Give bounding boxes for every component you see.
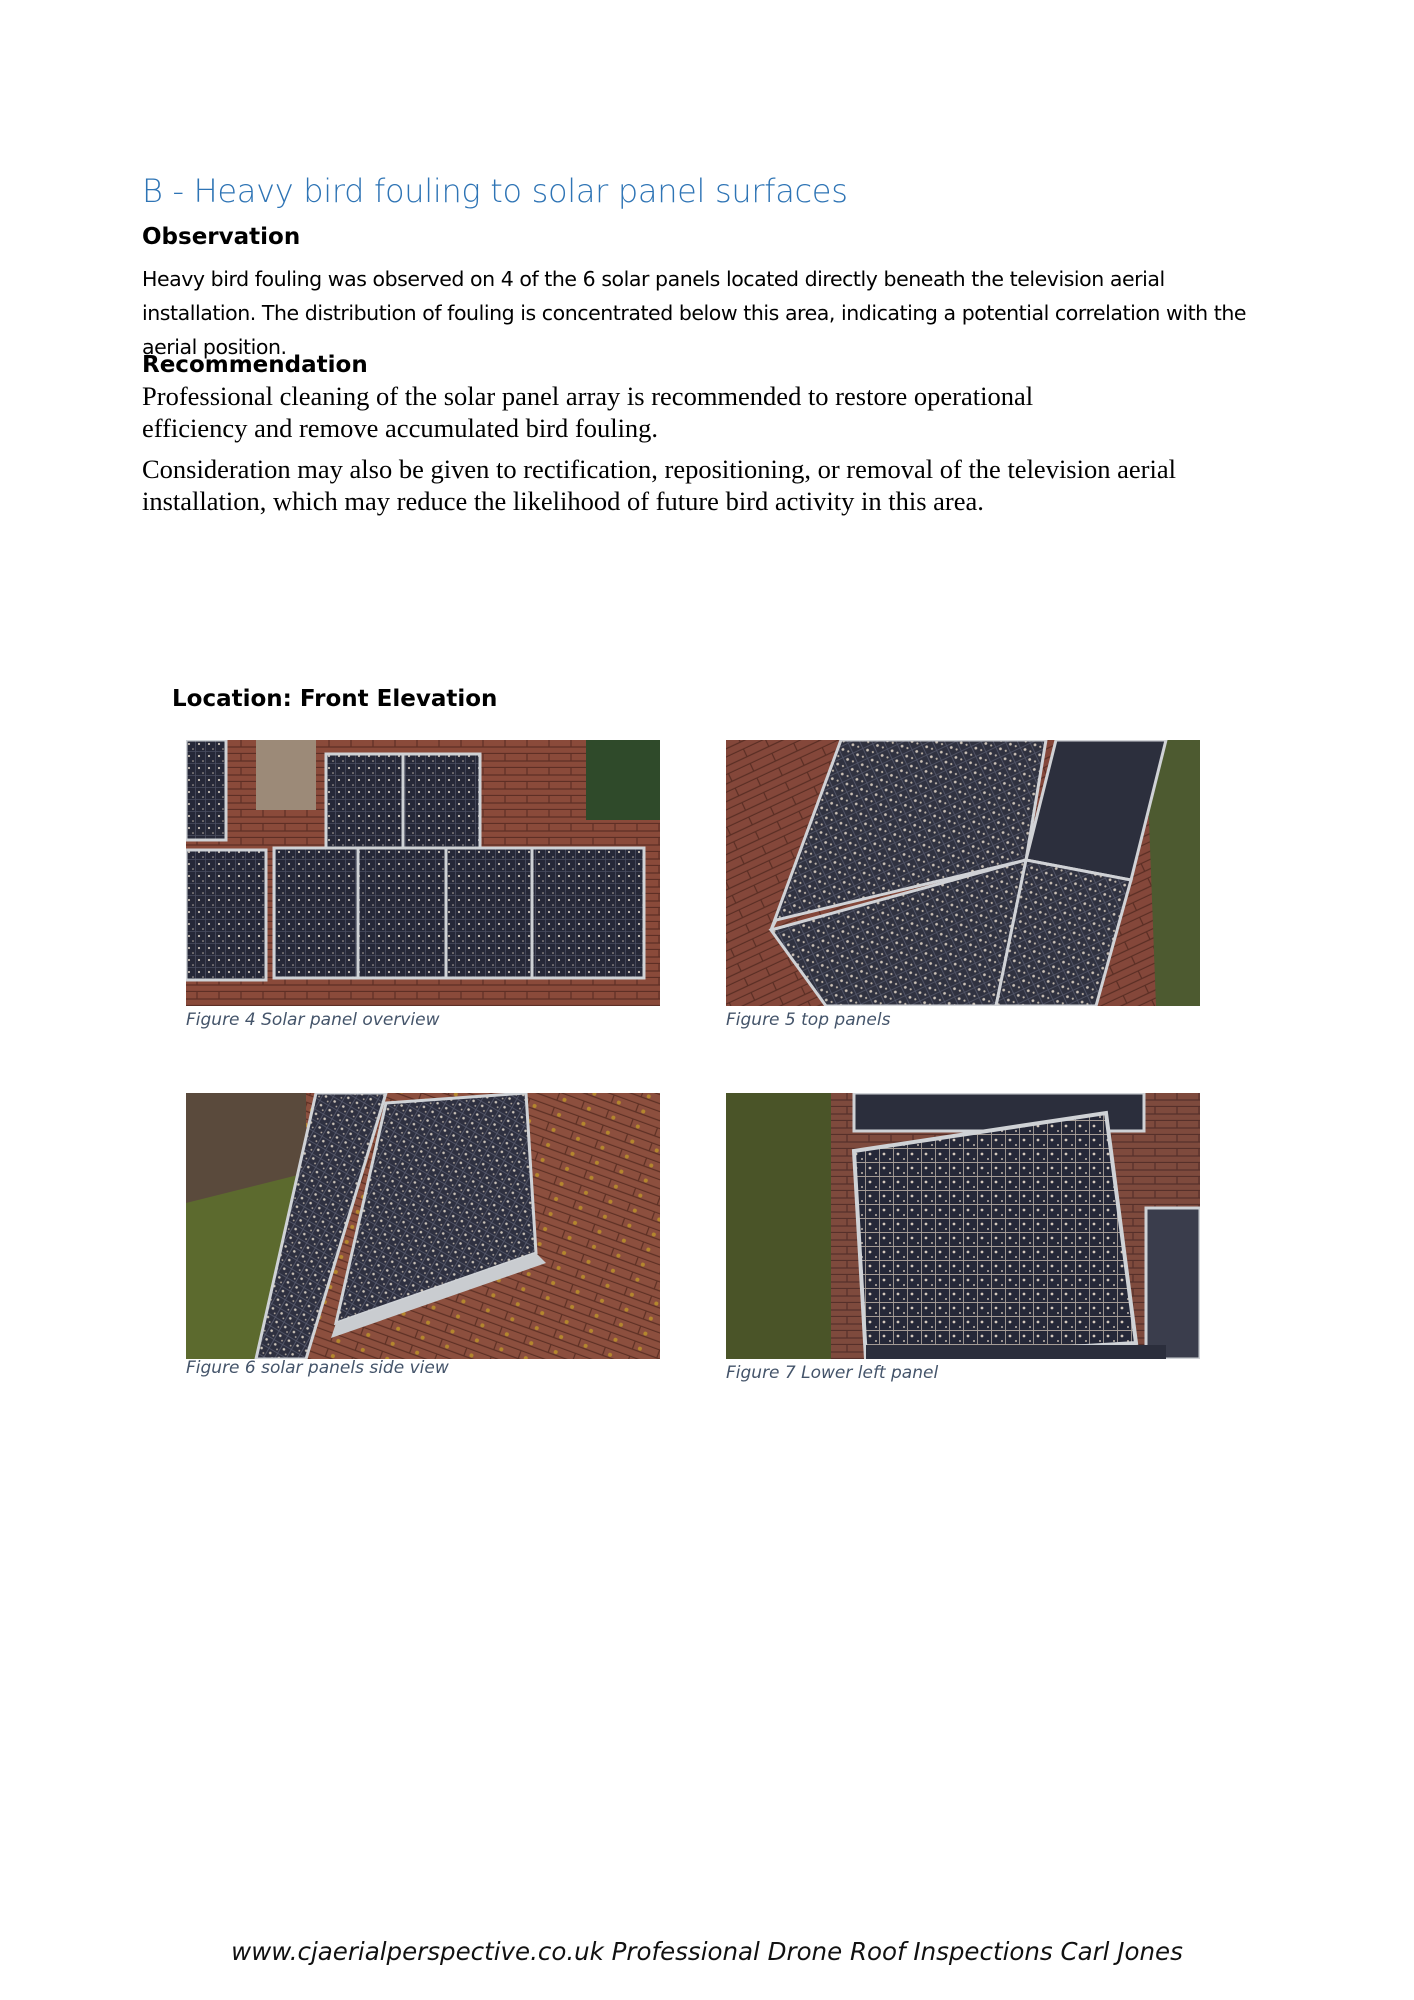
footer-text: www.cjaerialperspective.co.uk Professional Drone Roof Inspections Carl Jones [231, 1937, 1183, 1966]
lower-left-panel-photo [726, 1093, 1200, 1359]
observation-heading: Observation [142, 224, 301, 250]
observation-text: Heavy bird fouling was observed on 4 of the 6 solar panels located directly beneath the television aerial installation. The distribution of fouling is concentrated below this area, indicating a potential correlation with the aerial position. [142, 267, 1247, 359]
solar-panel-overview-photo [186, 740, 660, 1006]
solar-panels-side-view-photo [186, 1093, 660, 1359]
figure-caption: Figure 7 Lower left panel [726, 1363, 939, 1383]
recommendation-paragraph-2: Consideration may also be given to rectification, repositioning, or removal of the television aerial installation, which may reduce the likelihood of future bird activity in this area. [142, 454, 1176, 516]
figure-caption: Figure 6 solar panels side view [186, 1358, 449, 1378]
location-label: Location: Front Elevation [172, 686, 498, 712]
figure-caption: Figure 5 top panels [726, 1010, 891, 1030]
figure-caption: Figure 4 Solar panel overview [186, 1010, 440, 1030]
section-title: B - Heavy bird fouling to solar panel surfaces [142, 172, 848, 210]
recommendation-paragraph-1: Professional cleaning of the solar panel array is recommended to restore operational efficiency and remove accumulated bird fouling. [142, 381, 1034, 443]
top-panels-photo [726, 740, 1200, 1006]
recommendation-heading: Recommendation [142, 352, 368, 378]
